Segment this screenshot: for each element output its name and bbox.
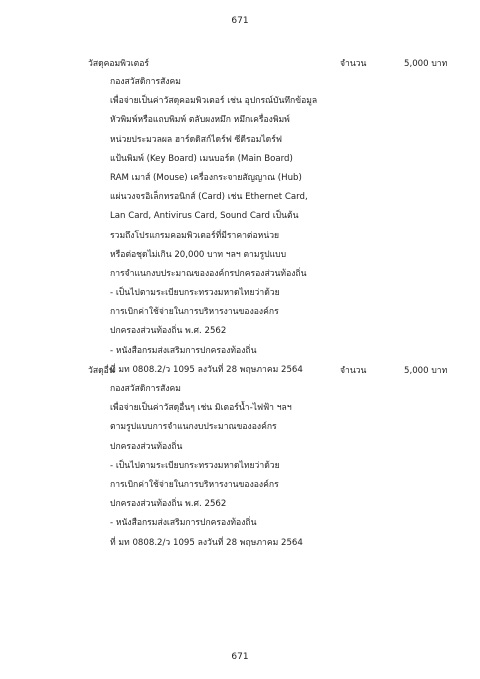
item-title: วัสดุอื่น <box>88 366 115 376</box>
item-header <box>88 55 468 73</box>
description-line: รวมถึงโปรแกรมคอมพิวเตอร์ที่มีราคาต่อหน่วย <box>110 230 280 241</box>
description-line: หรือต่อชุดไม่เกิน 20,000 บาท ฯลฯ ตามรูปแบบ <box>110 249 287 260</box>
description-line: RAM เมาส์ (Mouse) เครื่องกระจายสัญญาณ (Hub) <box>110 172 302 183</box>
description-line: - เป็นไปตามระเบียบกระทรวงมหาดไทยว่าด้วย <box>110 460 280 471</box>
quantity-label: จำนวน <box>340 59 367 69</box>
description-line: ตามรูปแบบการจำแนกงบประมาณขององค์กร <box>110 422 277 433</box>
description-line: เพื่อจ่ายเป็นค่าวัสดุคอมพิวเตอร์ เช่น อุปกรณ์บันทึกข้อมูล <box>110 96 318 107</box>
description-line: กองสวัสดิการสังคม <box>110 384 181 394</box>
description-line: ที่ มท 0808.2/ว 1095 ลงวันที่ 28 พฤษภาคม 2564 <box>110 364 303 375</box>
description-line: ปกครองส่วนท้องถิ่น พ.ศ. 2562 <box>110 326 227 337</box>
description-line: แผ่นวงจรอิเล็กทรอนิกส์ (Card) เช่น Ethernet Card, <box>110 192 308 203</box>
description-line: - เป็นไปตามระเบียบกระทรวงมหาดไทยว่าด้วย <box>110 288 280 299</box>
description-line: แป้นพิมพ์ (Key Board) เมนบอร์ด (Main Board) <box>110 153 293 164</box>
description-line: การจำแนกงบประมาณขององค์กรปกครองส่วนท้องถิ่น <box>110 268 307 279</box>
description-line: หน่วยประมวลผล ฮาร์ดดิสก์ไดร์ฟ ซีดีรอมไดร์ฟ <box>110 134 282 145</box>
item-description <box>110 73 468 380</box>
description-line: Lan Card, Antivirus Card, Sound Card เป็นต้น <box>110 211 299 222</box>
budget-item-other-supplies <box>88 362 468 553</box>
page-number-top: 671 <box>231 16 249 26</box>
description-line: การเบิกค่าใช้จ่ายในการบริหารงานขององค์กร <box>110 307 279 318</box>
description-line: การเบิกค่าใช้จ่ายในการบริหารงานขององค์กร <box>110 479 279 490</box>
description-line: - หนังสือกรมส่งเสริมการปกครองท้องถิ่น <box>110 345 257 356</box>
item-amount: 5,000 บาท <box>404 59 448 69</box>
item-title: วัสดุคอมพิวเตอร์ <box>88 59 150 69</box>
description-line: เพื่อจ่ายเป็นค่าวัสดุอื่นๆ เช่น มิเตอร์น้ำ-ไฟฟ้า ฯลฯ <box>110 403 292 414</box>
description-line: - หนังสือกรมส่งเสริมการปกครองท้องถิ่น <box>110 518 257 529</box>
item-amount: 5,000 บาท <box>404 366 448 376</box>
description-line: ปกครองส่วนท้องถิ่น <box>110 441 183 452</box>
item-header <box>88 362 468 380</box>
quantity-label: จำนวน <box>340 366 367 376</box>
item-description <box>110 380 468 553</box>
description-line: ที่ มท 0808.2/ว 1095 ลงวันที่ 28 พฤษภาคม 2564 <box>110 537 303 548</box>
page-number-bottom: 671 <box>231 652 249 662</box>
description-line: หัวพิมพ์หรือแถบพิมพ์ ตลับผงหมึก หมึกเครื่องพิมพ์ <box>110 115 290 126</box>
budget-item-computer-supplies <box>88 55 468 380</box>
description-line: กองสวัสดิการสังคม <box>110 77 181 87</box>
description-line: ปกครองส่วนท้องถิ่น พ.ศ. 2562 <box>110 499 227 510</box>
